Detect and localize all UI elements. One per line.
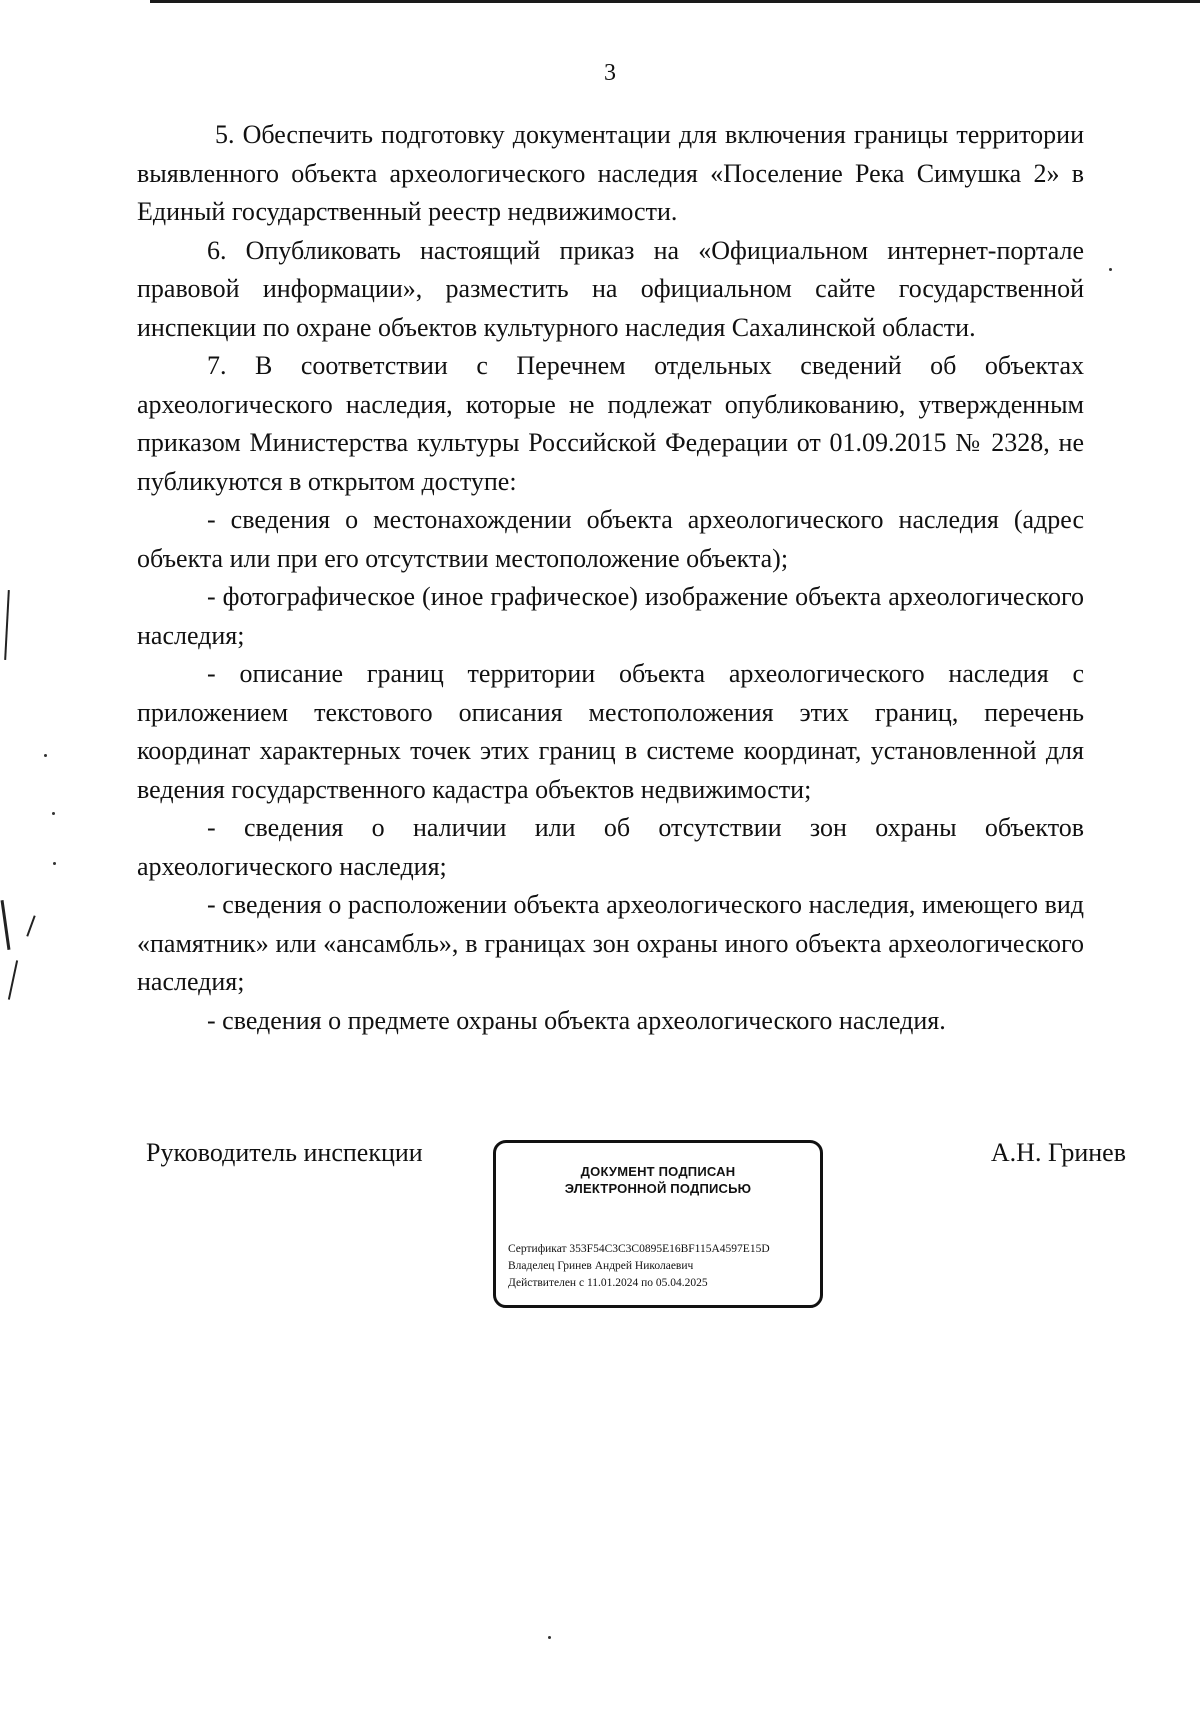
scan-margin-mark	[1, 900, 11, 950]
list-item-boundaries: - описание границ территории объекта археологического наследия с приложением текстового описания местоположения этих границ, перечень координат характерных точек этих границ в системе координат, установленной для ведения государственного кадастра объектов недвижимости;	[137, 659, 1084, 804]
document-body	[137, 116, 1084, 1040]
list-item-monument-location: - сведения о расположении объекта археологического наследия, имеющего вид «памятник» или «ансамбль», в границах зон охраны иного объекта археологического наследия;	[137, 890, 1084, 996]
page-top-edge	[150, 0, 1200, 3]
scan-margin-mark	[26, 915, 35, 936]
paragraph-7: 7. В соответствии с Перечнем отдельных сведений об объектах археологического наследия, которые не подлежат опубликованию, утвержденным приказом Министерства культуры Российской Федерации от 01.09.2015 № 2328, не публикуются в открытом доступе:	[137, 351, 1084, 496]
stamp-details	[508, 1241, 818, 1292]
signer-title: Руководитель инспекции	[146, 1138, 423, 1167]
page-number: 3	[604, 60, 616, 86]
paragraph-6: 6. Опубликовать настоящий приказ на «Официальном интернет-портале правовой информации», разместить на официальном сайте государственной инспекции по охране объектов культурного наследия Сахалинской области.	[137, 235, 1084, 342]
scan-speck	[53, 862, 56, 865]
list-item-protection-zones: - сведения о наличии или об отсутствии зон охраны объектов археологического наследия;	[137, 813, 1084, 881]
stamp-heading	[496, 1163, 820, 1197]
list-item-location: - сведения о местонахождении объекта археологического наследия (адрес объекта или при его отсутствии местоположение объекта);	[137, 505, 1084, 573]
scan-speck	[44, 754, 47, 757]
stamp-certificate: Сертификат 353F54C3C3C0895E16BF115A4597E15D	[508, 1243, 770, 1255]
list-item-protection-subject: - сведения о предмете охраны объекта археологического наследия.	[207, 1005, 946, 1035]
scan-margin-mark	[8, 960, 18, 1000]
paragraph-5: 5. Обеспечить подготовку документации для включения границы территории выявленного объекта археологического наследия «Поселение Река Симушка 2» в Единый государственный реестр недвижимости.	[137, 120, 1084, 226]
stamp-owner: Владелец Гринев Андрей Николаевич	[508, 1260, 694, 1272]
electronic-signature-stamp	[493, 1140, 823, 1308]
list-item-photo: - фотографическое (иное графическое) изображение объекта археологического наследия;	[137, 582, 1084, 650]
stamp-heading-line-2: ЭЛЕКТРОННОЙ ПОДПИСЬЮ	[564, 1181, 752, 1196]
stamp-validity: Действителен с 11.01.2024 по 05.04.2025	[508, 1277, 708, 1289]
scan-speck	[52, 812, 55, 815]
signer-name: А.Н. Гринев	[990, 1138, 1126, 1167]
stamp-heading-line-1: ДОКУМЕНТ ПОДПИСАН	[580, 1164, 736, 1179]
scan-speck	[548, 1636, 551, 1639]
scan-margin-mark	[4, 590, 10, 660]
scan-speck	[1109, 268, 1112, 271]
